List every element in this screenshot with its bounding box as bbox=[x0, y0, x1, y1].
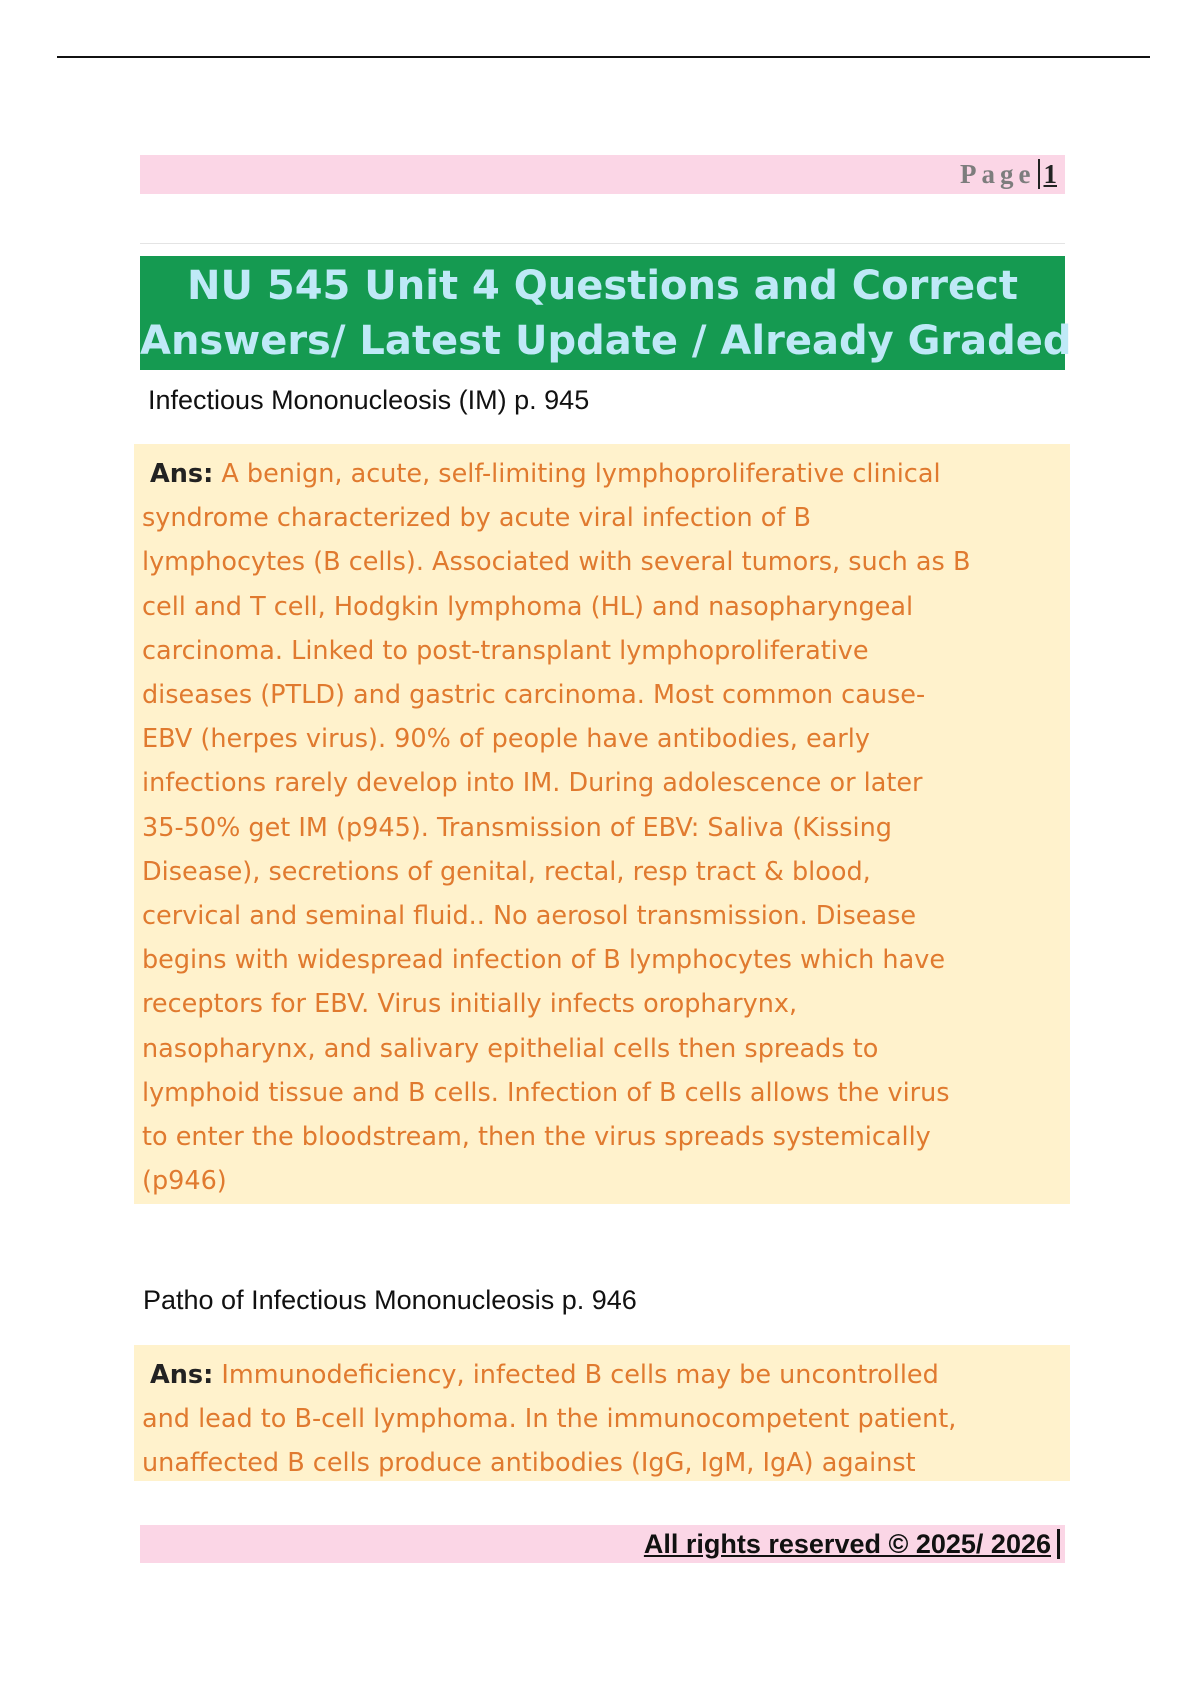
answer-line: cervical and seminal fluid.. No aerosol transmission. Disease bbox=[142, 901, 917, 932]
answer-box-1 bbox=[134, 444, 1070, 1204]
answer-line: receptors for EBV. Virus initially infects oropharynx, bbox=[142, 989, 798, 1020]
page-number-value: 1 bbox=[1038, 159, 1058, 189]
answer-line: unaffected B cells produce antibodies (IgG, IgM, IgA) against bbox=[142, 1448, 916, 1479]
answer-line: infections rarely develop into IM. During adolescence or later bbox=[142, 768, 923, 799]
document-title bbox=[140, 256, 1072, 370]
footer-bar bbox=[1057, 1529, 1060, 1559]
answer-line: (p946) bbox=[142, 1166, 227, 1197]
answer-line: cell and T cell, Hodgkin lymphoma (HL) and nasopharyngeal bbox=[142, 591, 914, 622]
answer-line: EBV (herpes virus). 90% of people have antibodies, early bbox=[142, 724, 870, 755]
title-line-2: Answers/ Latest Update / Already Graded bbox=[140, 318, 1072, 364]
answer-line: syndrome characterized by acute viral infection of B bbox=[142, 503, 811, 534]
answer-line: diseases (PTLD) and gastric carcinoma. Most common cause- bbox=[142, 680, 926, 711]
answer-text: A benign, acute, self-limiting lymphoproliferative clinical bbox=[221, 459, 941, 489]
ans-label: Ans: bbox=[150, 459, 214, 489]
answer-line: nasopharynx, and salivary epithelial cells then spreads to bbox=[142, 1033, 879, 1064]
title-line-1: NU 545 Unit 4 Questions and Correct bbox=[187, 263, 1018, 309]
answer-line bbox=[142, 452, 1062, 496]
page-header bbox=[140, 155, 1065, 194]
answer-line: Disease), secretions of genital, rectal, resp tract & blood, bbox=[142, 856, 871, 887]
question-1: Infectious Mononucleosis (IM) p. 945 bbox=[148, 385, 590, 415]
answer-line: begins with widespread infection of B lymphocytes which have bbox=[142, 945, 946, 976]
divider bbox=[140, 243, 1065, 244]
answer-box-2 bbox=[134, 1345, 1070, 1481]
ans-label: Ans: bbox=[150, 1360, 214, 1390]
answer-line bbox=[142, 1353, 1062, 1397]
question-2: Patho of Infectious Mononucleosis p. 946 bbox=[143, 1285, 637, 1315]
answer-text: Immunodeficiency, infected B cells may be uncontrolled bbox=[221, 1360, 939, 1390]
answer-line: to enter the bloodstream, then the virus spreads systemically bbox=[142, 1122, 931, 1153]
answer-line: lymphocytes (B cells). Associated with several tumors, such as B bbox=[142, 547, 971, 578]
page-footer bbox=[140, 1525, 1065, 1563]
top-rule bbox=[57, 56, 1150, 58]
page-label: Page bbox=[960, 159, 1036, 189]
page-number bbox=[960, 159, 1057, 190]
copyright-text: All rights reserved © 2025/ 2026 bbox=[643, 1528, 1051, 1559]
answer-line: and lead to B-cell lymphoma. In the immunocompetent patient, bbox=[142, 1404, 957, 1435]
answer-line: 35-50% get IM (p945). Transmission of EBV: Saliva (Kissing bbox=[142, 812, 892, 843]
answer-line: carcinoma. Linked to post-transplant lymphoproliferative bbox=[142, 635, 869, 666]
answer-line: lymphoid tissue and B cells. Infection of B cells allows the virus bbox=[142, 1077, 950, 1108]
